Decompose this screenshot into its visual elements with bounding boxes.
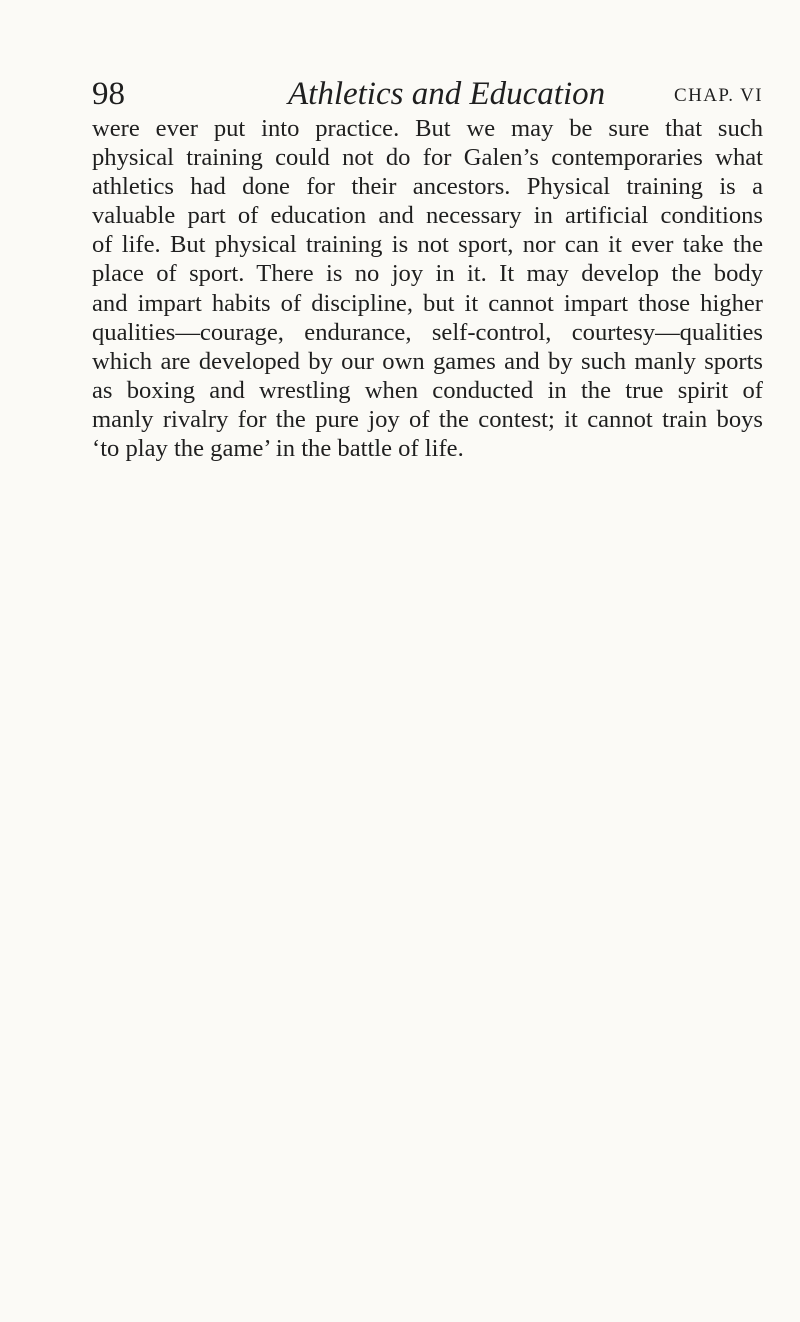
text-line: as boxing and wrestling when conducted in the true spirit of — [92, 376, 763, 404]
text-line: qualities—courage, endurance, self-control, courtesy—qualities — [92, 318, 763, 346]
text-line: were ever put into practice. But we may be sure that such — [92, 115, 763, 142]
running-title: Athletics and Education — [288, 76, 606, 112]
text-line: athletics had done for their ancestors. Physical training is a — [92, 173, 763, 201]
text-line: manly rivalry for the pure joy of the contest; it cannot train boys — [92, 405, 763, 433]
text-line: physical training could not do for Galen’s contemporaries what — [92, 144, 763, 172]
text-line: and impart habits of discipline, but it cannot impart those higher — [92, 289, 763, 317]
text-line: ‘to play the game’ in the battle of life. — [92, 435, 464, 463]
text-line: valuable part of education and necessary in artificial conditions — [92, 202, 763, 230]
running-head — [92, 74, 763, 114]
text-line: which are developed by our own games and by such manly sports — [92, 347, 763, 375]
page-number: 98 — [92, 76, 125, 112]
text-line: of life. But physical training is not sport, nor can it ever take the — [92, 231, 763, 259]
body-paragraph — [92, 114, 763, 463]
text-line: place of sport. There is no joy in it. It may develop the body — [92, 260, 763, 288]
chapter-label: CHAP. VI — [674, 85, 763, 106]
